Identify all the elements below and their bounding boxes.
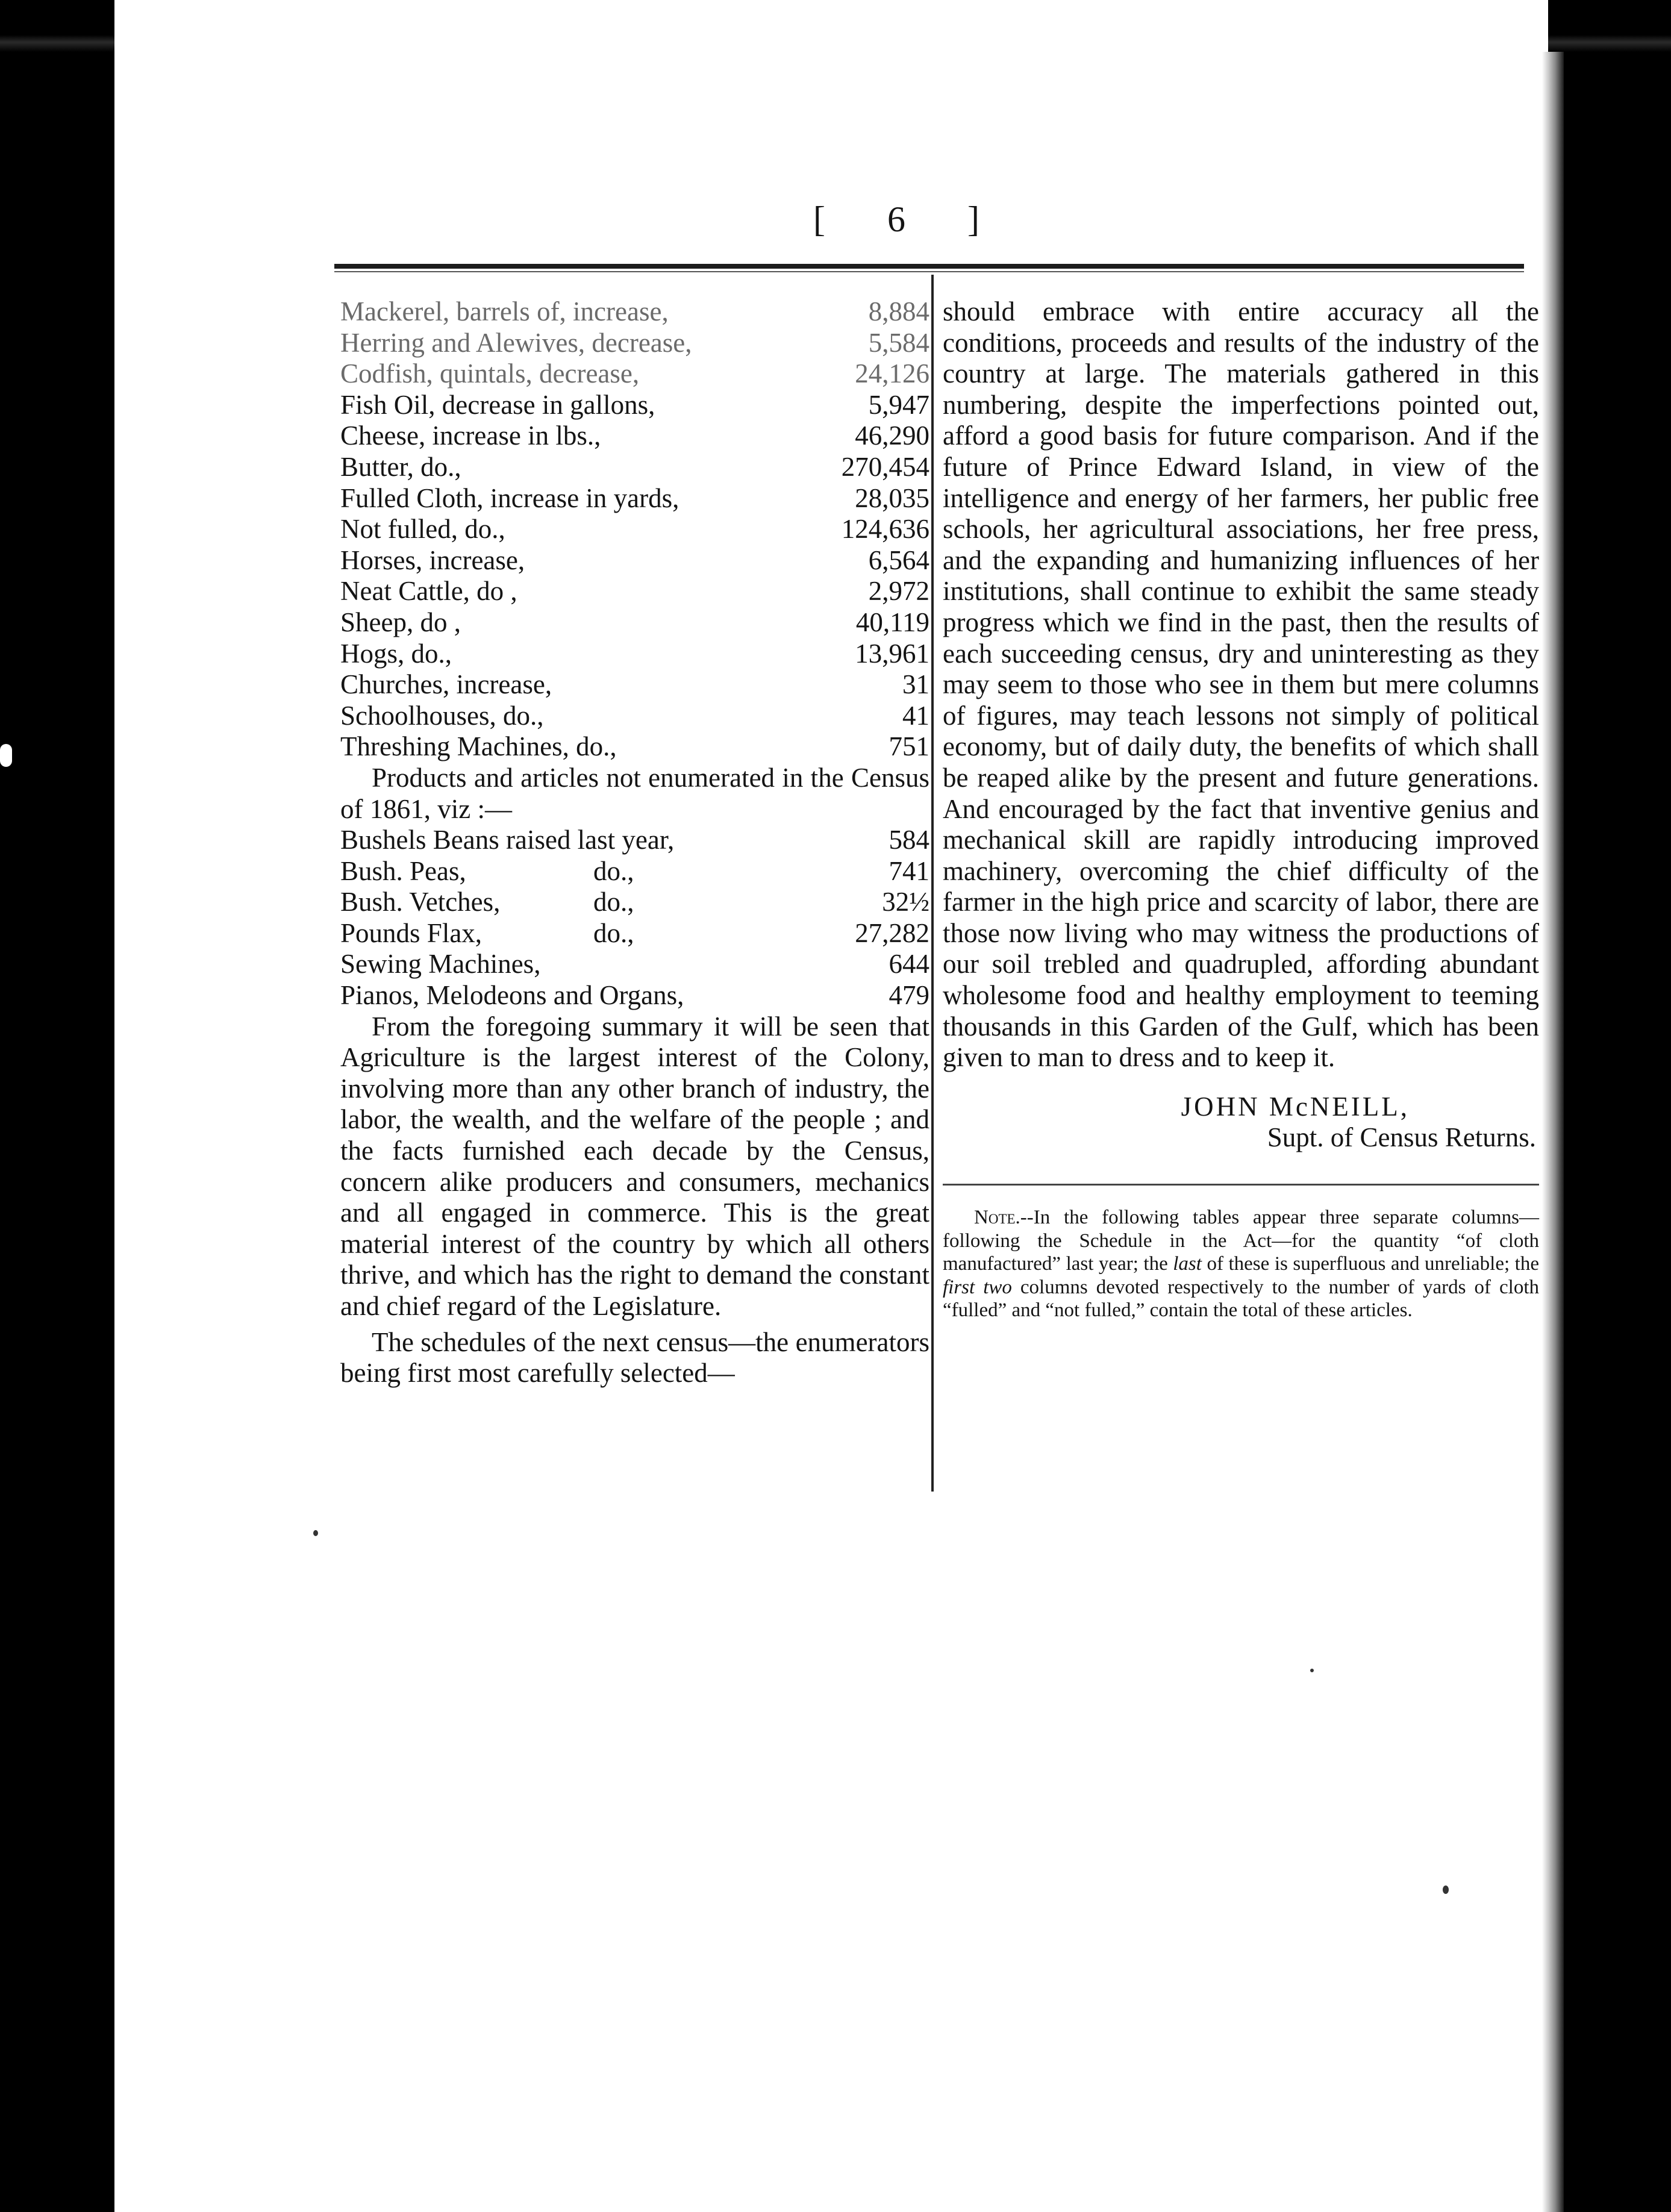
signature-name: JOHN McNEILL, bbox=[1181, 1091, 1410, 1122]
note-text: --In the following tables appear three separate columns—following the Schedule in the Act—for the quantity “of cloth manufactured” last year; the bbox=[943, 1207, 1539, 1275]
table-row bbox=[340, 483, 929, 514]
continuation-paragraph: should embrace with entire accuracy all the conditions, proceeds and results of the industry of the country at large. The materials gathered in this numbering, despite the imperfections pointed out, afford a good basis for future comparison. And if the future of Prince Edward Island, in view of the intelligence and energy of her farmers, her public free schools, her agricultural associations, her free press, and the expanding and humanizing influences of her institutions, shall continue to exhibit the same steady progress which we find in the past, then the results of each succeeding census, dry and uninteresting as they may seem to those who see in them but mere columns of figures, may teach lessons not simply of political economy, but of daily duty, the benefits of which shall be reaped alike by the present and future generations. And encouraged by the fact that inventive genius and mechanical skill are rapidly introducing improved machinery, overcoming the chief difficulty of the farmer in the high price and scarcity of labor, there are those now living who may witness the productions of our soil trebled and quadrupled, affording abundant wholesome food and healthy employment to teeming thousands in this Garden of the Gulf, which has been given to man to dress and to keep it. bbox=[943, 296, 1539, 1073]
table-row bbox=[340, 825, 929, 856]
table-row bbox=[340, 545, 929, 576]
row-value: 5,947 bbox=[868, 389, 929, 420]
row-value: 124,636 bbox=[841, 514, 929, 545]
row-value: 479 bbox=[889, 980, 929, 1011]
row-label: Threshing Machines, do., bbox=[340, 731, 617, 762]
note-text: columns devoted respectively to the number of yards of cloth “fulled” and “not fulled,” contain the total of these articles. bbox=[943, 1276, 1539, 1322]
table-row bbox=[340, 358, 929, 390]
row-value: 584 bbox=[889, 825, 929, 855]
row-label: Fulled Cloth, increase in yards, bbox=[340, 483, 679, 513]
row-label: Mackerel, barrels of, increase, bbox=[340, 296, 669, 326]
row-label: Butter, do., bbox=[340, 451, 461, 482]
increase-table bbox=[340, 296, 929, 763]
note-text: of these is superfluous and unreliable; the bbox=[1201, 1253, 1539, 1275]
table-row bbox=[340, 701, 929, 732]
table-row bbox=[340, 856, 929, 887]
table-row bbox=[340, 669, 929, 701]
row-label: Pianos, Melodeons and Organs, bbox=[340, 980, 684, 1011]
scan-speck bbox=[1310, 1669, 1314, 1672]
row-label: Bush. Peas, bbox=[340, 855, 466, 886]
row-label: Sheep, do , bbox=[340, 607, 461, 637]
row-label: Hogs, do., bbox=[340, 638, 452, 669]
right-column bbox=[943, 296, 1539, 1322]
row-label: Pounds Flax, bbox=[340, 917, 483, 948]
table-row bbox=[340, 731, 929, 763]
column-divider bbox=[931, 275, 934, 1492]
row-value: 270,454 bbox=[841, 451, 929, 482]
products-table bbox=[340, 825, 929, 1011]
row-value: 5,584 bbox=[868, 327, 929, 358]
scan-right-edge-shadow bbox=[1542, 52, 1564, 2212]
table-row bbox=[340, 887, 929, 918]
scan-left-fleck bbox=[0, 744, 12, 767]
row-ditto: do., bbox=[593, 855, 634, 886]
table-row bbox=[340, 949, 929, 980]
row-value: 644 bbox=[889, 949, 929, 979]
signature-title: Supt. of Census Returns. bbox=[1267, 1122, 1536, 1153]
row-label: Churches, increase, bbox=[340, 669, 552, 700]
note-emphasis: last bbox=[1173, 1253, 1202, 1275]
table-row bbox=[340, 328, 929, 359]
row-value: 40,119 bbox=[855, 607, 929, 637]
table-row bbox=[340, 420, 929, 452]
row-value: 13,961 bbox=[855, 638, 929, 669]
table-row bbox=[340, 576, 929, 607]
row-label: Fish Oil, decrease in gallons, bbox=[340, 389, 655, 420]
table-row bbox=[340, 607, 929, 639]
row-label: Not fulled, do., bbox=[340, 514, 505, 545]
row-label: Schoolhouses, do., bbox=[340, 700, 544, 731]
row-value: 741 bbox=[889, 855, 929, 886]
table-row bbox=[340, 514, 929, 545]
row-value: 24,126 bbox=[855, 358, 929, 389]
note-lead: Note. bbox=[974, 1207, 1020, 1229]
row-label: Horses, increase, bbox=[340, 545, 525, 575]
row-value: 6,564 bbox=[868, 545, 929, 575]
row-label: Herring and Alewives, decrease, bbox=[340, 327, 692, 358]
table-row bbox=[340, 390, 929, 421]
scan-speck bbox=[1443, 1886, 1449, 1894]
row-value: 31 bbox=[902, 669, 929, 700]
scan-speck bbox=[313, 1530, 318, 1536]
row-label: Codfish, quintals, decrease, bbox=[340, 358, 640, 389]
table-row bbox=[340, 918, 929, 949]
schedules-paragraph: The schedules of the next census—the enumerators being first most carefully selected— bbox=[340, 1326, 929, 1389]
row-ditto: do., bbox=[593, 887, 634, 917]
row-value: 32½ bbox=[882, 887, 929, 917]
table-row bbox=[340, 639, 929, 670]
row-value: 27,282 bbox=[855, 917, 929, 948]
table-row bbox=[340, 452, 929, 483]
row-value: 8,884 bbox=[868, 296, 929, 326]
row-label: Cheese, increase in lbs., bbox=[340, 420, 601, 451]
row-value: 28,035 bbox=[855, 483, 929, 513]
header-rule bbox=[334, 264, 1524, 269]
page-number: [ 6 ] bbox=[813, 199, 1006, 239]
note-paragraph bbox=[943, 1206, 1539, 1322]
row-label: Bushels Beans raised last year, bbox=[340, 825, 675, 855]
table-row bbox=[340, 980, 929, 1011]
row-ditto: do., bbox=[593, 917, 634, 948]
row-label: Bush. Vetches, bbox=[340, 887, 501, 917]
row-label: Sewing Machines, bbox=[340, 949, 541, 979]
row-value: 751 bbox=[889, 731, 929, 762]
products-intro: Products and articles not enumerated in the Census of 1861, viz :— bbox=[340, 762, 929, 824]
row-value: 41 bbox=[902, 700, 929, 731]
note-rule bbox=[943, 1184, 1539, 1186]
row-value: 2,972 bbox=[868, 576, 929, 607]
header-rule-thin bbox=[334, 271, 1524, 272]
left-column bbox=[340, 296, 929, 1389]
row-label: Neat Cattle, do , bbox=[340, 576, 517, 607]
row-value: 46,290 bbox=[855, 420, 929, 451]
table-row bbox=[340, 296, 929, 328]
summary-paragraph: From the foregoing summary it will be seen that Agriculture is the largest interest of the Colony, involving more than any other branch of industry, the labor, the wealth, and the welfare of the people ; and the facts furnished each decade by the Census, concern alike producers and consumers, mechanics and all engaged in commerce. This is the great material interest of the country by which all others thrive, and which has the right to demand the constant and chief regard of the Legislature. bbox=[340, 1011, 929, 1321]
note-emphasis: first two bbox=[943, 1276, 1012, 1298]
